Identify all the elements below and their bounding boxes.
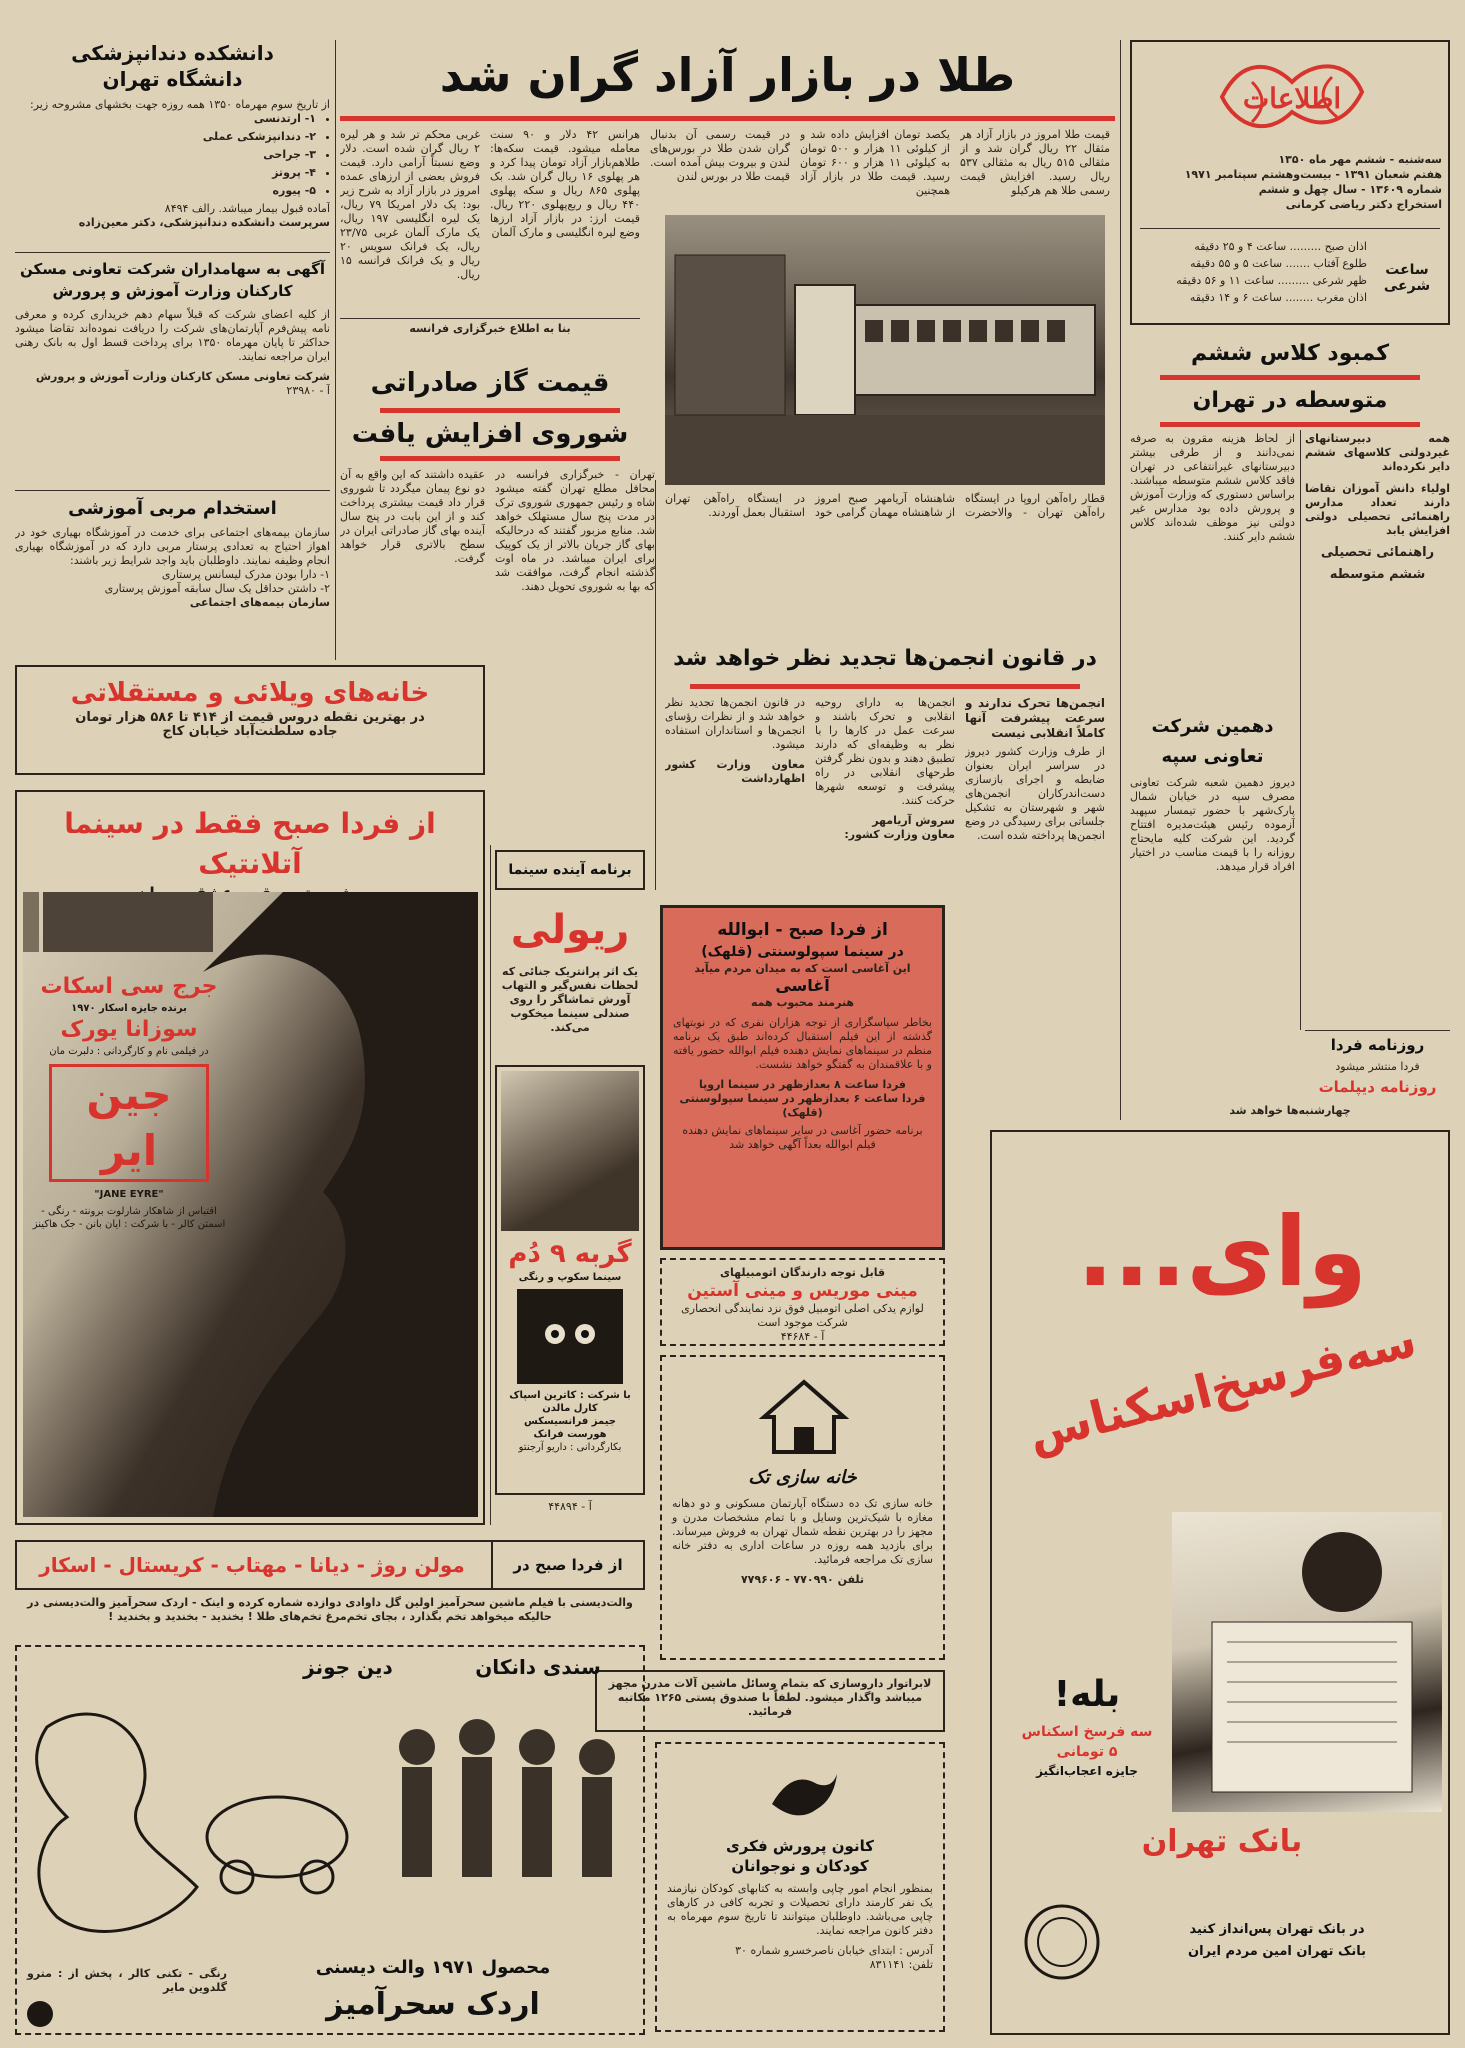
cat-film-cast: با شرکت : کاترین اسپاک: [509, 1390, 631, 1401]
bank-line-1: سه فرسخ اسکناس: [1021, 1724, 1153, 1740]
atlantic-actor-1-sub: برنده جایزه اسکار ۱۹۷۰: [71, 1003, 187, 1014]
villa-ad: [15, 665, 485, 775]
bank-tehran-ad: [990, 1130, 1450, 2035]
tak-house-ad: [660, 1355, 945, 1660]
mgm-logo-icon: [25, 1999, 55, 2029]
bank-line-3: جایزه اعجاب‌انگیز: [1036, 1764, 1138, 1778]
anjoman-sub-1: انجمن‌ها تحرک ندارند و سرعت پیشرفت آنها کاملاً انقلابی نیست: [965, 696, 1105, 740]
masthead-box: [1130, 40, 1450, 325]
atlantic-actress: سوزانا یورک: [60, 1017, 198, 1042]
villa-headline: خانه‌های ویلائی و مستقلاتی: [70, 678, 430, 708]
sixth-grade-body: از لحاظ هزینه مقرون به صرفه نمی‌دانند و از طرفی بیشتر دبیرستانهای غیرانتفاعی در تهران فاقد کلاس ششم متوسطه میباشند. براساس دستوری که وزارت آموزش و پرورش داده بود مدارس غیر دولتی نیز موظف شده‌اند کلاس ششم دایر کنند.: [1130, 432, 1295, 543]
dentistry-item: • ۵- پیوره: [15, 184, 316, 198]
ebollah-line-4: آغاسی: [775, 976, 830, 995]
disney-illustration: [17, 1687, 643, 1957]
coop-sepah-headline-1: دهمین شرکت: [1151, 716, 1274, 737]
soviet-gas-headline-1: قیمت گاز صادراتی: [370, 368, 610, 398]
rivoli-banner-text: برنامه آینده سینما: [508, 862, 632, 878]
coop-body: از کلیه اعضای شرکت که قبلاً سهام دهم خریداری کرده و معرفی نامه پیش‌فرم آپارتمان‌های شرکت را دریافت نموده‌اند تقاضا میشود حداکثر تا پایان مهرماه ۱۳۵۰ برای پرداخت قسط اول به بانک رهنی ایران مراجعه نمایند.: [15, 308, 330, 363]
date-line-2: هفتم شعبان ۱۳۹۱ - بیست‌وهشتم سپتامبر ۱۹۷۱: [1184, 168, 1442, 181]
cat-film-title: گربه ۹ دُم: [508, 1239, 632, 1269]
diplomat-headline: روزنامه دیپلمات: [1318, 1078, 1437, 1096]
dentistry-item: • ۴- پروتز: [15, 166, 316, 180]
atlantic-credits-box: [29, 972, 229, 1272]
visit-article: قطار راه‌آهن اروپا در ایستگاه راه‌آهن تهران - والاحضرت شاهنشاه آریامهر صبح امروز از شاهنشاه مهمان گرامی خود در ایستگاه راه‌آهن تهران استقبال بعمل آوردند.: [665, 492, 1105, 519]
tomorrow-paper-headline: روزنامه فردا: [1330, 1036, 1425, 1054]
rivoli-name: ریولی: [510, 907, 630, 953]
anjoman-col-1: [965, 696, 1105, 1016]
gold-col-3: در قیمت رسمی آن بدنبال گران شدن طلا در بورس‌های لندن و بیروت بیش آمده است. قیمت طلا در بورس لندن: [650, 128, 790, 183]
dentistry-body: از تاریخ سوم مهرماه ۱۳۵۰ همه روزه جهت بخشهای مشروحه زیر:: [30, 98, 330, 111]
sixth-grade-bullet: ششم متوسطه: [1329, 567, 1426, 582]
kanoon-bird-icon: [762, 1764, 842, 1834]
dentistry-list: [15, 112, 330, 198]
ebollah-line-8: برنامه حضور آغاسی در سایر سینماهای نمایش دهنده فیلم ابوالله بعداً آگهی خواهد شد: [682, 1124, 923, 1151]
anjoman-sub-4: معاون وزارت کشور اظهارداشت: [665, 758, 805, 785]
villa-line-2: جاده سلطنت‌آباد خیابان کاج: [162, 724, 338, 739]
ebollah-line-3: این آغاسی است که به میدان مردم میآید: [694, 962, 911, 975]
ebollah-ad: [660, 905, 945, 1250]
train-illustration: [665, 215, 1105, 485]
kanoon-ad: [655, 1742, 945, 2032]
dentistry-note: آماده قبول بیمار میباشد. رالف ۸۴۹۴: [164, 202, 330, 215]
sixth-grade-bullet: همه دبیرستانهای غیردولتی کلاسهای ششم دایر نکرده‌اند: [1305, 432, 1450, 473]
dentistry-signature: سرپرست دانشکده دندانپزشکی، دکتر معین‌زاده: [78, 216, 330, 229]
tomorrow-paper-sub: فردا منتشر میشود: [1335, 1060, 1420, 1073]
atlantic-banner: از فردا صبح فقط در سینما آتلانتیک: [64, 807, 436, 880]
cat-film-photo-2: [517, 1289, 623, 1384]
ebollah-line-1: از فردا صبح - ابوالله: [717, 920, 888, 940]
ebollah-line-5: هنرمند محبوب همه: [750, 996, 855, 1009]
kanoon-name-2: کودکان و نوجوانان: [731, 1857, 869, 1875]
disney-body: والت‌دیسنی با فیلم ماشین سحرآمیز اولین گل داوادی دوازده شماره کرده و اینک - اردک سحرآمیز والت‌دیسنی در حالیکه میخواهد تخم بگذارد ، بجای تخم‌مرغ تخم‌های طلا ! بخندید - بخندید و بخندید !: [27, 1596, 633, 1623]
bank-emblem-icon: [1022, 1902, 1102, 1982]
anjoman-col-3: [665, 696, 805, 936]
disney-product: محصول ۱۹۷۱ والت دیسنی: [315, 1957, 551, 1978]
rivoli-desc: یک اثر پرانتریک جنائی که لحظات نفس‌گیر و التهاب آورش تماشاگر را روی صندلی سینما میخکوب می‌کند.: [501, 965, 639, 1034]
sixth-grade-headline-1: کمبود کلاس ششم: [1190, 341, 1390, 366]
tak-house-phone: تلفن ۷۷۰۹۹۰ - ۷۷۹۶۰۶: [740, 1573, 865, 1586]
masthead-logo-text: اطلاعات: [1242, 82, 1342, 115]
news-agency: بنا به اطلاع خبرگزاری فرانسه: [409, 322, 571, 335]
soviet-gas-headline-2: شوروی افزایش یافت: [351, 419, 629, 449]
disney-credits: رنگی - تکنی کالر ، پخش از : مترو گلدوین مایر: [27, 1967, 227, 1994]
date-line-3: شماره ۱۳۶۰۹ - سال چهل و ششم: [1258, 183, 1442, 196]
prayer-time: اذان صبح ......... ساعت ۴ و ۲۵ دقیقه: [1194, 240, 1367, 253]
atlantic-cinema-ad: [15, 790, 485, 1525]
main-headline: طلا در بازار آزاد گران شد: [439, 48, 1016, 102]
prayer-times: [1142, 238, 1367, 318]
mini-ref: آ - ۴۴۶۸۴: [780, 1330, 825, 1343]
nurse-headline: استخدام مربی آموزشی: [68, 498, 277, 519]
cat-film-ref: آ - ۴۴۸۹۴: [548, 1500, 592, 1513]
date-line-4: استخراج دکتر ریاضی کرمانی: [1285, 198, 1442, 211]
diplomat-sub: چهارشنبه‌ها خواهد شد: [1229, 1104, 1351, 1117]
cat-film-sub: سینما سکوپ و رنگی: [518, 1272, 622, 1283]
dentistry-item: • ۲- دندانپزشکی عملی: [15, 130, 316, 144]
ebollah-line-6: فردا ساعت ۸ بعدازظهر در سینما اروپا: [698, 1078, 906, 1091]
date-line-1: سه‌شنبه - ششم مهر ماه ۱۳۵۰: [1278, 153, 1442, 166]
tak-house-logo: خانه سازی تک: [748, 1467, 857, 1488]
atlantic-title-en: "JANE EYRE": [94, 1189, 164, 1200]
cat-film-cast: کارل مالدن: [542, 1403, 598, 1414]
anjoman-sub-3: معاون وزارت کشور:: [844, 828, 955, 841]
lab-ad: [595, 1670, 945, 1732]
anjoman-headline: در قانون انجمن‌ها تجدید نظر خواهد شد: [673, 646, 1097, 671]
ebollah-body: بخاطر سپاسگزاری از توجه هزاران نفری که در نوبتهای گذشته از این فیلم استقبال کرده‌اند طبق یک برنامه منظم در سینماهای نمایش دهنده فیلم ابوالله حضور یافته و با علاقمندان به گفتگو خواهد نشست.: [673, 1016, 932, 1071]
atlantic-role-line: در فیلمی نام و کارگردانی : دلبرت مان: [49, 1046, 209, 1057]
disney-banner: [15, 1540, 645, 1590]
newspaper-illustration: [1172, 1512, 1442, 1812]
coop-ref: آ - ۲۳۹۸۰: [286, 384, 330, 397]
bank-woman-photo: [1172, 1512, 1442, 1812]
dentistry-headline-1: دانشکده دندانپزشکی: [71, 41, 274, 65]
disney-actor-1: دین جونز: [303, 1655, 393, 1679]
coop-sepah-body: دیروز دهمین شعبه شرکت تعاونی مصرف سپه در خیابان شمال پارک‌شهر با حضور تیمسار سپهبد آزموده رئیس هیئت‌مدیره افتتاح گردید. این شرکت کلیه مایحتاج روزانه را با قیمت مناسب در اختیار افراد قرار میدهد.: [1130, 776, 1295, 873]
anjoman-body-1: از طرف وزارت کشور دیروز در سراسر ایران بعنوان ضابطه و اجرای بازسازی دست‌اندرکاران انجمن‌های شهر و شهرستان به تشکیل جلساتی برای رسیدگی در وضع انجمن‌ها پرداخته شده است.: [965, 745, 1105, 842]
nurse-notice: [15, 496, 330, 656]
disney-poster: [15, 1645, 645, 2035]
gold-col-4: هرانس ۴۲ دلار و ۹۰ سنت معامله میشود. قیمت سکه‌ها: طلاهم‌بازار آزاد تومان پیدا کرد و هر پهلوی ۱۶ ریال گران شد. بک پهلوی ۸۶۵ ریال و سکه پهلوی ۴۴۰ ریال و ربع‌پهلوی ۲۲۰ ریال. قیمت ارز: در بازار آزاد ارزها وضع لیره انگلیسی و مارک آلمان: [490, 128, 640, 239]
gold-col-2: یکصد تومان افزایش داده شد و از کیلوئی ۱۱ هزار و ۵۰۰ تومان به کیلوئی ۱۱ هزار و ۶۰۰ تومان رسید. قیمت طلا در بازار آزاد همچنین: [800, 128, 950, 197]
bank-line-2: ۵ تومانی: [1056, 1744, 1118, 1760]
prayer-time: طلوع آفتاب ....... ساعت ۵ و ۵۵ دقیقه: [1190, 257, 1367, 270]
coop-headline-1: آگهی به سهامداران شرکت تعاونی مسکن: [19, 260, 326, 278]
nurse-item: ۲- داشتن حداقل یک سال سابقه آموزش پرستاری: [104, 582, 330, 595]
nurse-signature: سازمان بیمه‌های اجتماعی: [189, 596, 330, 609]
prayer-time: ظهر شرعی ......... ساعت ۱۱ و ۵۶ دقیقه: [1176, 274, 1367, 287]
atlantic-credits: اقتباس از شاهکار شارلوت برونته - رنگی - اسمتن کالر - با شرکت : ایان بانن - جک هاکینز: [32, 1206, 226, 1230]
coop-sepah-headline-2: تعاونی سپه: [1161, 746, 1264, 767]
gold-col-1: قیمت طلا امروز در بازار آزاد هر مثقال ۲۲ ریال گران شد و از مثقالی ۵۱۵ ریال به مثقالی ۵۳۷ ریال رسید. افزایش قیمت رسمی طلا هم هرکیلو: [960, 128, 1110, 197]
atlantic-title: جین ایر: [49, 1064, 209, 1182]
sixth-grade-bullet: اولیاء دانش آموزان تقاضا دارند تعداد مدارس راهنمائی تحصیلی دولتی افزایش یابد: [1305, 482, 1450, 537]
dentistry-notice: [15, 40, 330, 250]
cat-film-credits: [501, 1389, 639, 1494]
coop-headline-2: کارکنان وزارت آموزش و پرورش: [52, 282, 293, 300]
cat-film-cast: هورست فرانک: [533, 1429, 607, 1440]
lab-body: لابراتوار داروسازی که بتمام وسائل ماشین آلات مدرن مجهز میباشد واگذار میشود. لطفاً با صندوق پستی ۱۲۶۵ مکاتبه فرمائید.: [608, 1677, 932, 1718]
kanoon-body: بمنظور انجام امور چاپی وابسته به کتابهای کودکان نیازمند یک نفر کارمند دارای تحصیلات و تجربه کافی در کارهای چاپی می‌باشد. داوطلبان میتوانند تا تاریخ سوم مهرماه به دفتر کانون مراجعه نمایند.: [667, 1882, 933, 1937]
disney-title: اردک سحرآمیز: [326, 1987, 540, 2022]
train-photo: [665, 215, 1105, 485]
house-icon: [754, 1377, 854, 1457]
anjoman-body-2: انجمن‌ها به دارای روحیه انقلابی و تحرک باشند و سرعت عمل در کارها را با نظر به وظیفه‌ای که دارند تطبیق دهند و بدون نظر گرفتن طرحهای انقلابی در راه پیشرفت و توسعه شهرها حرکت کنند.: [815, 696, 955, 807]
mini-line-2: مینی موریس و مینی آستین: [687, 1281, 918, 1301]
cat-film-ad: [495, 1065, 645, 1495]
anjoman-sub-2: سروش آریامهر: [872, 814, 955, 827]
coop-signature: شرکت تعاونی مسکن کارکنان وزارت آموزش و پرورش: [35, 370, 330, 383]
dentistry-item: • ۱- ارتدنسی: [15, 112, 316, 126]
mini-line-1: قابل توجه دارندگان اتومبیلهای: [719, 1266, 886, 1279]
soviet-gas-body-1: تهران - خبرگزاری فرانسه در محافل مطلع تهران گفته میشود شاه و رئیس جمهوری شوروی ترک در مدت پنج سال مستهلک خواهد شد. منابع مزبور گفتند که درحالیکه بهای گاز جریان بالاتر از یک کوپیک برای ایران میباشد. در ماه اوت گذشته انجام گرفت، موافقت شد که بها به شوروی تحویل دهند.: [495, 468, 655, 593]
kanoon-address: آدرس : ابتدای خیابان ناصرخسرو شماره ۳۰: [735, 1944, 933, 1957]
anjoman-body-3: در قانون انجمن‌ها تجدید نظر خواهد شد و از نظرات رؤسای انجمن‌ها و استانداران استفاده میشود.: [665, 696, 805, 751]
nurse-item: ۱- دارا بودن مدرک لیسانس پرستاری: [161, 568, 330, 581]
disney-banner-2: مولن روژ - دیانا - مهتاب - کریستال - اسکار: [39, 1553, 465, 1577]
kanoon-phone: تلفن: ۸۳۱۱۴۱: [869, 1958, 933, 1971]
dentistry-item: • ۳- جراحی: [15, 148, 316, 162]
masthead-logo: [1212, 52, 1372, 142]
prayer-time: اذان مغرب ........ ساعت ۶ و ۱۴ دقیقه: [1189, 291, 1367, 304]
masthead-date: [1142, 152, 1442, 222]
cat-eyes-icon: [517, 1289, 623, 1384]
dentistry-headline-2: دانشگاه تهران: [102, 67, 243, 91]
sixth-grade-bullet: راهنمائی تحصیلی: [1320, 545, 1435, 560]
bank-big-2: سه‌فرسخ‌اسکناس: [1022, 1312, 1422, 1462]
bank-footer-1: در بانک تهران پس‌انداز کنید: [1189, 1922, 1365, 1937]
bank-big-1: وای...: [1077, 1196, 1367, 1308]
rivoli-banner: [495, 850, 645, 890]
bank-yes: بله!: [1053, 1674, 1121, 1715]
bank-name: بانک تهران: [1141, 1824, 1303, 1859]
ebollah-line-2: در سینما سپولوسنتی (قلهک): [701, 944, 904, 960]
cat-film-photo-1: [501, 1071, 639, 1231]
sixth-grade-headline-2: متوسطه در تهران: [1192, 388, 1388, 413]
gold-col-5: غربی محکم تر شد و هر لیره ۲ ریال گران شده است. دلار وضع نسبتاً آرامی دارد. قیمت فروش بعضی از ارزهای عمده امروز در بازار آزاد به شرح زیر بود: یک دلار امریکا ۷۹ ریال، یک لیره انگلیسی ۱۹۷ ریال، یک مارک آلمان غربی ۲۳/۷۵ ریال، یک فرانک سویس ۲۰ ریال و یک فرانک فرانسه ۱۵ ریال.: [340, 128, 480, 281]
mini-ad: [660, 1258, 945, 1346]
soviet-gas-body-2: عقیده داشتند که این واقع به آن دو نوع پیمان میگردد تا شوروی قرار داد قیمت بیشتری پرداخت کند و از این بابت در پنج سال آینده بهای گاز صادراتی ایران در سطح بالاتری قرار خواهد گرفت.: [340, 468, 485, 565]
disney-banner-1: از فردا صبح در: [491, 1542, 643, 1588]
coop-notice: [15, 258, 330, 488]
villa-line-1: در بهترین نقطه دروس قیمت از ۴۱۴ تا ۵۸۶ هزار تومان: [75, 710, 425, 725]
prayer-label: ساعت شرعی: [1383, 262, 1431, 294]
kanoon-name-1: کانون پرورش فکری: [726, 1837, 874, 1855]
cat-film-cast: جیمز فرانسیسکس: [523, 1416, 617, 1427]
sixth-grade-bullets: [1305, 432, 1450, 992]
cat-film-director: بکارگردانی : داریو آرجنتو: [518, 1442, 622, 1453]
tak-house-body: خانه سازی تک ده دستگاه آپارتمان مسکونی و دو دهانه مغازه با شیک‌ترین وسایل و با تمام مشخصات مدرن و مجهز را در بهترین نقطه شمال تهران به فروش میرساند. برای بازدید همه روزه در ساعات اداری به دفتر خانه سازی تک مراجعه فرمائید.: [672, 1497, 933, 1566]
disney-actor-2: سندی دانکان: [475, 1655, 601, 1679]
bank-footer-2: بانک تهران امین مردم ایران: [1188, 1944, 1366, 1959]
ebollah-line-7: فردا ساعت ۶ بعدازظهر در سینما سپولوسنتی (قلهک): [679, 1092, 926, 1119]
nurse-body: سازمان بیمه‌های اجتماعی برای خدمت در آموزشگاه بهیاری خود در اهواز احتیاج به تعدادی پرستار مربی دارد که در آموزشگاه بهیاری انجام وظیفه نمایند. داوطلبان باید واجد شرایط زیر باشند:: [15, 526, 330, 567]
atlantic-actor-1: جرج سی اسکات: [40, 974, 218, 999]
mini-body: لوازم یدکی اصلی اتومبیل فوق نزد نمایندگی انحصاری شرکت موجود است: [681, 1302, 924, 1329]
